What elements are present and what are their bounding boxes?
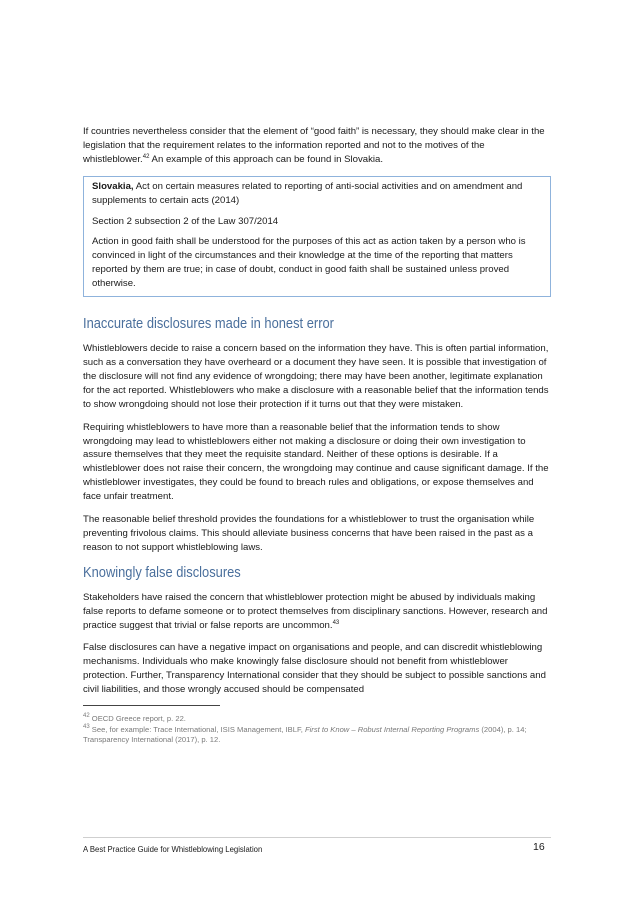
box-quote: Action in good faith shall be understood for the purposes of this act as action taken by a person who is convinced in light of the circumstances and their knowledge at the time of the reporting that matters reported by them are true; in case of doubt, conduct in good faith shall be sustained unless proved otherwise. — [92, 236, 526, 290]
footnote-text: OECD Greece report, p. 22. — [89, 714, 186, 723]
slovakia-example-box — [83, 176, 551, 297]
footnote-42 — [83, 714, 551, 725]
footnote-ref-43[interactable]: 43 — [332, 619, 340, 626]
intro-text: If countries nevertheless consider that the element of “good faith” is necessary, they should make clear in the legislation that the requirement relates to the information reported and not to the motives of the whistleblower. — [83, 126, 545, 165]
footnote-divider — [83, 705, 220, 706]
footer-title: A Best Practice Guide for Whistleblowing Legislation — [83, 844, 263, 854]
footnote-ref-42[interactable]: 42 — [142, 153, 150, 160]
footer-divider — [83, 837, 551, 838]
main-content — [83, 125, 551, 706]
section-heading-honest-error: Inaccurate disclosures made in honest error — [83, 315, 334, 333]
box-country: Slovakia, — [92, 180, 134, 192]
section1-paragraph-3: The reasonable belief threshold provides the foundations for a whistleblower to trust the organisation while preventing frivolous claims. This should alleviate business concerns that have been raised in the past as a reason to not support whistleblowing laws. — [83, 514, 535, 553]
section-heading-false-disclosures: Knowingly false disclosures — [83, 563, 241, 581]
page-number: 16 — [533, 841, 545, 853]
intro-paragraph — [83, 125, 551, 167]
footnote-text-continued: (2004), p. 14; Transparency International (2017), p. 12. — [83, 724, 527, 744]
footnote-43 — [83, 725, 551, 746]
box-act-title — [92, 180, 544, 208]
box-act-text: Act on certain measures related to reporting of anti-social activities and on amendment and supplements to certain acts (2014) — [92, 180, 523, 206]
footnote-number: 43 — [83, 723, 90, 730]
section2-paragraph-1-text: Stakeholders have raised the concern that whistleblower protection might be abused by individuals making false reports to defame someone or to protect themselves from disciplinary sanctions. However, research and practice suggest that trivial or false reports are uncommon. — [83, 591, 548, 631]
section1-paragraph-1: Whistleblowers decide to raise a concern based on the information they have. This is often partial information, such as a conversation they have overheard or a document they have seen. It is possible that investigation of the disclosure will not find any evidence of wrongdoing; there may have been another, legitimate explanation for the act reported. Whistleblowers who make a disclosure with a reasonable belief that the information tends to show wrongdoing should not lose their protection if it turns out that they were mistaken. — [83, 343, 549, 410]
footnote-italic-title: First to Know – Robust Internal Reporting Programs — [304, 724, 480, 734]
footnote-text: See, for example: Trace International, ISIS Management, IBLF, — [89, 724, 305, 734]
section2-paragraph-2: False disclosures can have a negative impact on organisations and people, and can discredit whistleblowing mechanisms. Individuals who make knowingly false disclosure should not benefit from whistleblower protection. Further, Transparency International consider that they should be subject to possible sanctions and civil liabilities, and those wrongly accused should be compensated — [83, 642, 546, 696]
footnote-number: 42 — [83, 713, 90, 719]
footnotes — [83, 714, 551, 746]
box-section: Section 2 subsection 2 of the Law 307/2014 — [92, 215, 279, 227]
section2-paragraph-1 — [83, 591, 551, 633]
section1-paragraph-2: Requiring whistleblowers to have more than a reasonable belief that the information tends to show wrongdoing may lead to whistleblowers either not making a disclosure or doing their own investigation to assure themselves that they meet the requisite standard. Neither of these options is desirable. If a whistleblower does not raise their concern, the wrongdoing may continue and cause significant damage. If the whistleblower investigates, they could be found to breach rules and obligations, or expose themselves and face unfair treatment. — [83, 421, 549, 503]
intro-text-continued: An example of this approach can be found in Slovakia. — [149, 153, 384, 165]
